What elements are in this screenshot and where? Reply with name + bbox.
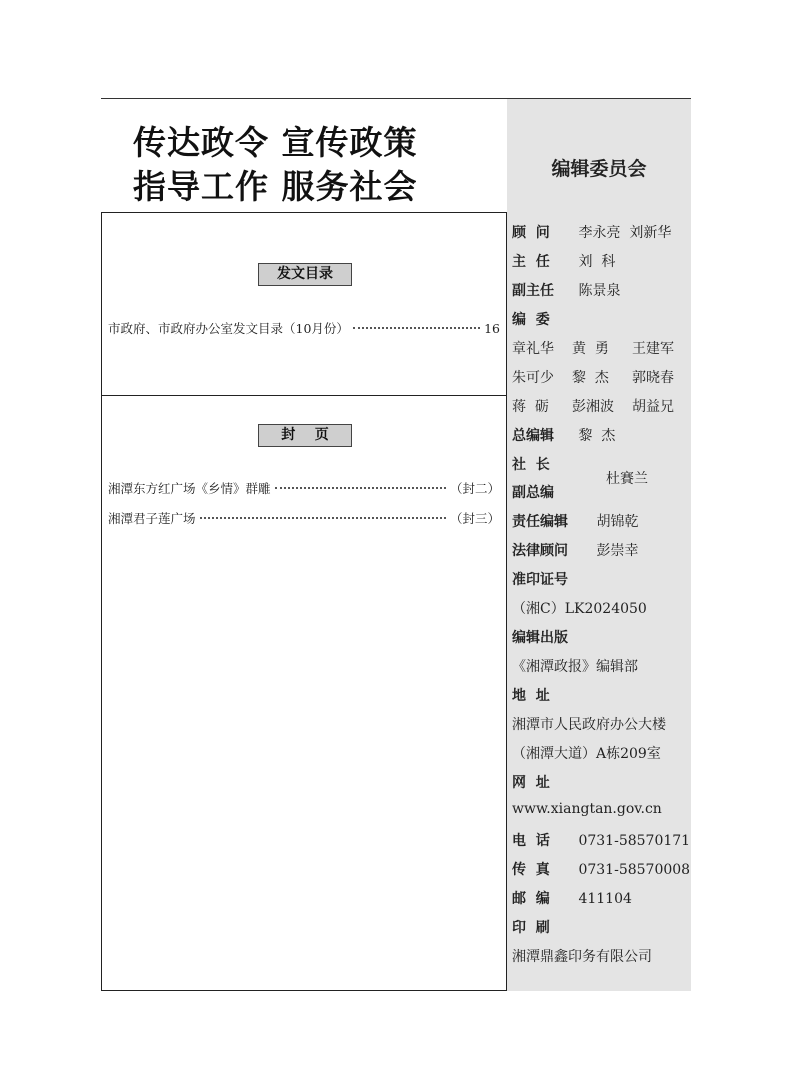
value-adviser: 李永亮 刘新华 [578, 225, 672, 241]
label-director: 主 任 [512, 254, 550, 270]
toc-section-documents [101, 212, 507, 395]
label-website: 网 址 [512, 775, 550, 791]
row-committee-members [512, 338, 692, 358]
row-permit-label [512, 569, 568, 589]
committee-member: 黎 杰 [572, 370, 609, 386]
label-permit: 准印证号 [512, 572, 568, 588]
row-website-label [512, 772, 550, 792]
row-printer-label [512, 917, 550, 937]
leader-dots [200, 517, 446, 519]
row-president [512, 454, 550, 474]
label-printer: 印 刷 [512, 920, 550, 936]
committee-member: 黄 勇 [572, 341, 609, 357]
value-printer: 湘潭鼎鑫印务有限公司 [512, 949, 652, 965]
committee-member: 章礼华 [512, 341, 554, 357]
row-legal-adviser [512, 540, 638, 560]
label-deputy-director: 副主任 [512, 283, 554, 299]
value-address-line-2: （湘潭大道）A栋209室 [512, 746, 661, 762]
committee-member: 胡益兄 [632, 399, 674, 415]
value-fax: 0731-58570008 [578, 862, 691, 878]
toc-entry[interactable] [108, 319, 500, 337]
sidebar-title: 编辑委员会 [551, 158, 647, 180]
section-heading-documents: 发文目录 [258, 263, 352, 286]
slogan-block [101, 99, 507, 212]
row-postcode [512, 888, 632, 908]
value-permit: （湘C）LK2024050 [512, 601, 647, 617]
value-publisher: 《湘潭政报》编辑部 [512, 659, 638, 675]
row-publisher-label [512, 627, 568, 647]
label-phone: 电 话 [512, 833, 550, 849]
label-committee: 编 委 [512, 312, 550, 328]
toc-entry-page: （封三） [449, 511, 500, 526]
committee-member: 蒋 砺 [512, 399, 549, 415]
label-editor-in-chief: 总编辑 [512, 428, 554, 444]
row-committee [512, 309, 550, 329]
toc-entry-title: 湘潭东方红广场《乡情》群雕 [108, 481, 271, 496]
toc-entry-page: （封二） [449, 481, 500, 496]
leader-dots [275, 487, 446, 489]
row-adviser [512, 222, 671, 242]
label-president: 社 长 [512, 457, 550, 473]
value-legal-adviser: 彭崇幸 [596, 543, 639, 559]
row-address-label [512, 685, 550, 705]
value-responsible-editor: 胡锦乾 [596, 514, 639, 530]
toc-entry-title: 湘潭君子莲广场 [108, 511, 196, 526]
label-publisher: 编辑出版 [512, 630, 568, 646]
committee-member: 彭湘波 [572, 399, 614, 415]
toc-entry[interactable] [108, 509, 500, 527]
label-deputy-editor: 副总编 [512, 485, 554, 501]
row-editor-in-chief [512, 425, 615, 445]
row-phone [512, 830, 690, 850]
row-committee-members [512, 396, 692, 416]
toc-entry[interactable] [108, 479, 500, 497]
row-fax [512, 859, 690, 879]
value-editor-in-chief: 黎 杰 [578, 428, 616, 444]
label-address: 地 址 [512, 688, 550, 704]
row-deputy-director [512, 280, 620, 300]
value-phone: 0731-58570171 [578, 833, 691, 849]
value-deputy-director: 陈景泉 [578, 283, 621, 299]
row-responsible-editor [512, 511, 638, 531]
value-postcode: 411104 [578, 891, 632, 907]
value-address-line-1: 湘潭市人民政府办公大楼 [512, 717, 666, 733]
toc-entry-page: 16 [484, 321, 500, 336]
committee-member: 郭晓春 [632, 370, 674, 386]
label-legal-adviser: 法律顾问 [512, 543, 568, 559]
slogan-line-1: 传达政令 宣传政策 [133, 123, 418, 162]
label-fax: 传 真 [512, 862, 550, 878]
value-director: 刘 科 [578, 254, 616, 270]
label-postcode: 邮 编 [512, 891, 550, 907]
slogan-line-2: 指导工作 服务社会 [133, 167, 418, 206]
row-deputy-editor [512, 482, 554, 502]
leader-dots [353, 327, 480, 329]
toc-entry-title: 市政府、市政府办公室发文目录（10月份） [108, 321, 349, 336]
committee-member: 王建军 [632, 341, 674, 357]
section-heading-cover: 封 页 [258, 424, 352, 447]
value-website[interactable]: www.xiangtan.gov.cn [512, 801, 662, 817]
row-committee-members [512, 367, 692, 387]
label-responsible-editor: 责任编辑 [512, 514, 568, 530]
committee-member: 朱可少 [512, 370, 554, 386]
value-president-deputy: 杜賽兰 [606, 471, 648, 487]
label-adviser: 顾 问 [512, 225, 550, 241]
row-director [512, 251, 615, 271]
toc-section-cover [101, 395, 507, 991]
